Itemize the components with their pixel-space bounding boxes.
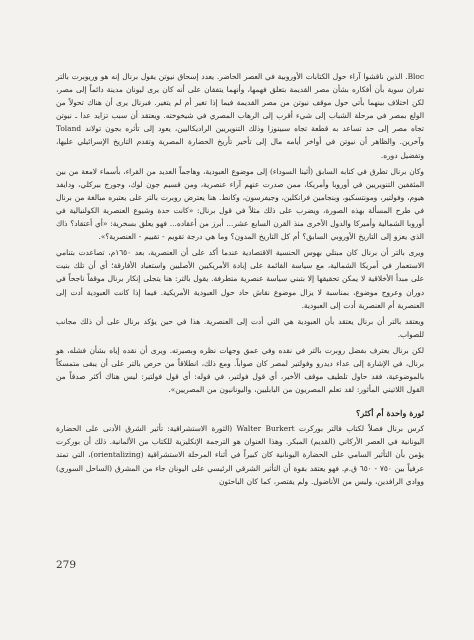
body-paragraph: Bloc. الذين ناقشوا آراء حول الكتابات الأوروبية في العصر الحاضر. يعدد إسحاق نيوتن يقول برنال إنه هو وريوبرت بالتر تقران سوية بأن أفكاره بشأن مصر القديمة بتعلق فهمها، وأنهما يتفقان على أنه كان يرى ليونان مدينة دائماً إلى مصر، لكن اختلاف بينهما بأتي حول موقف نيوتن من مصر القديمة فيما إذا تغير أم لم يتغير. فبرنال يرى أن هناك تحولاً من الولع بمصر في مرحلة الشباب إلى شيء أقرب إلى الرهاب المصري في شيخوخته. ويعتقد أن سبب تزايد عدا ـ نيوتن تجاه مصر إلى حد تساعد به قطعة تجاه سبينوزا وذلك التنويريين الراديكاليين، يعود إلى تأثره بجون تولاند Toland وآخرين. والظاهر أن نيوتن في أواخر أيامه مال إلى تأخير تأريخ الحضارة المصرية وتقدم التاريخ الإسرائيلي عليها، وتفضيل دوره. [56,72,424,160]
section-heading: ثورة واحدة أم أكثر؟ [355,408,424,419]
body-paragraph: ويعتقد بالتر أن برنال يعتقد بأن العبودية هي التي أدت إلى العنصرية. هذا في حين يؤكد برنال على أن ذلك مجانب للصواب. [56,316,424,339]
body-paragraph: لكن برنال يعترف بفضل روبرت بالتر في نقده وفي عمق وجهات نظره وبصيرته. ويرى أن نقده إياه بشأن فشله، هو برنال، في الإشارة إلى عداء ديدرو وفولتير لمصر كان صواباً. ومع ذلك، انطلاقاً من حرص بالتر على أن يبقى متمسكاً بالموضوعية، فقد حاول تلطيف موقف الأخير، أي قول فولتير، في قوله: أي قول فولتير: ليس هناك أكثر صدقاً من القول اللاتيني المأثور: لقد تعلم المصريون من البابليين، واليونانيون من المصريين». [56,345,424,395]
body-paragraph: وكان برنال تطرق في كتابه السابق (أثينا السوداء) إلى موضوع العبودية، وهاجماً العديد من القراء، بأسماء لامعة من بين المثقفين التنويريين في أوروبا وأمريكا، ممن صدرت عنهم آراء عنصرية، ومن قسيم جون لوك، وجورج بيركلي، ودايفد هيوم، وفولتير، ومونتسكيو، وبنجامين فرانكلين، وجيفرسون، وكانط. هنا يعترض روبرت بالتر على يعتبره مبالغة من برنال في طرح المسألة بهذه الصورة، ويضرب على ذلك مثلاً في قول برنال: «كانت حدة وشيوع العنصرية الكولنيالية في أوروبا الشمالية وأميركا والدول الأخرى منذ القرن السابع عشر... أبرز من أعقاده... فهو يعلق بسخرية: «أي أعتقاد؟ ذاك الذي يعزو إلى التاريخ الأوروبي السابق؟ أم كل التاريخ المدون؟ وما هي درجة تقويم - تقييم - العنصرية؟». [55,166,424,242]
book-page [56,70,424,630]
page-number: 279 [56,559,77,571]
section-paragraph: كرس برنال فصلاً لكتاب فالتر بوركرت Walter Burkert (الثورة الاستشراقية: تأثير الشرق الأدنى على الحضارة اليونانية في العصر الأركاني (القديم) المبكر. وهذا العنوان هو الترجمة الإنكليزية للكتاب من الألمانية. ذلك أن بوركرت يؤمن بأن التأثير السامي على الحضارة اليونانية كان كبيراً في أثناء المرحلة الاستشراقية (orientalizing)، التي تمتد عرفياً بين ٧٥٠ - ٦٥٠ ق.م. فهو يعتقد بقوة أن التأثير الشرقي الرئيسي على اليونان جاء من المشرق (الساحل السوري) ووادي الرافدين، وليس من الأناضول. ولم يقتصر، كما كان الباحثون [56,424,425,486]
body-paragraph: ويرى بالتر أن برنال كان مبتلي بهوس الحنسية الاقتصادية عندما أكد على أن العنصرية، بعد ١٦٥٠م، تصاعدت بتنامي الاستعمار في أمريكا الشمالية، مع سياسة القائمة على إبادة الأمريكيين الأصليين واستعباد الأفارقة؛ أي أن تلك بنيت على مبدأ الأخلاقية لا يمكن تحقيقها إلا بتبني سياسة عنصرية متطرفة. يقول بالتر: هنا يتجلى إنكار برنال موقفاً ناجحاً في دوران وعروج موضوع، بمناسبة لا يزال موضوع نقاش حاد حول العبودية الأمريكية. فيما إذا كانت العبودية أدت إلى العنصرية أم العنصرية أدت إلى العبودية. [56,248,425,310]
